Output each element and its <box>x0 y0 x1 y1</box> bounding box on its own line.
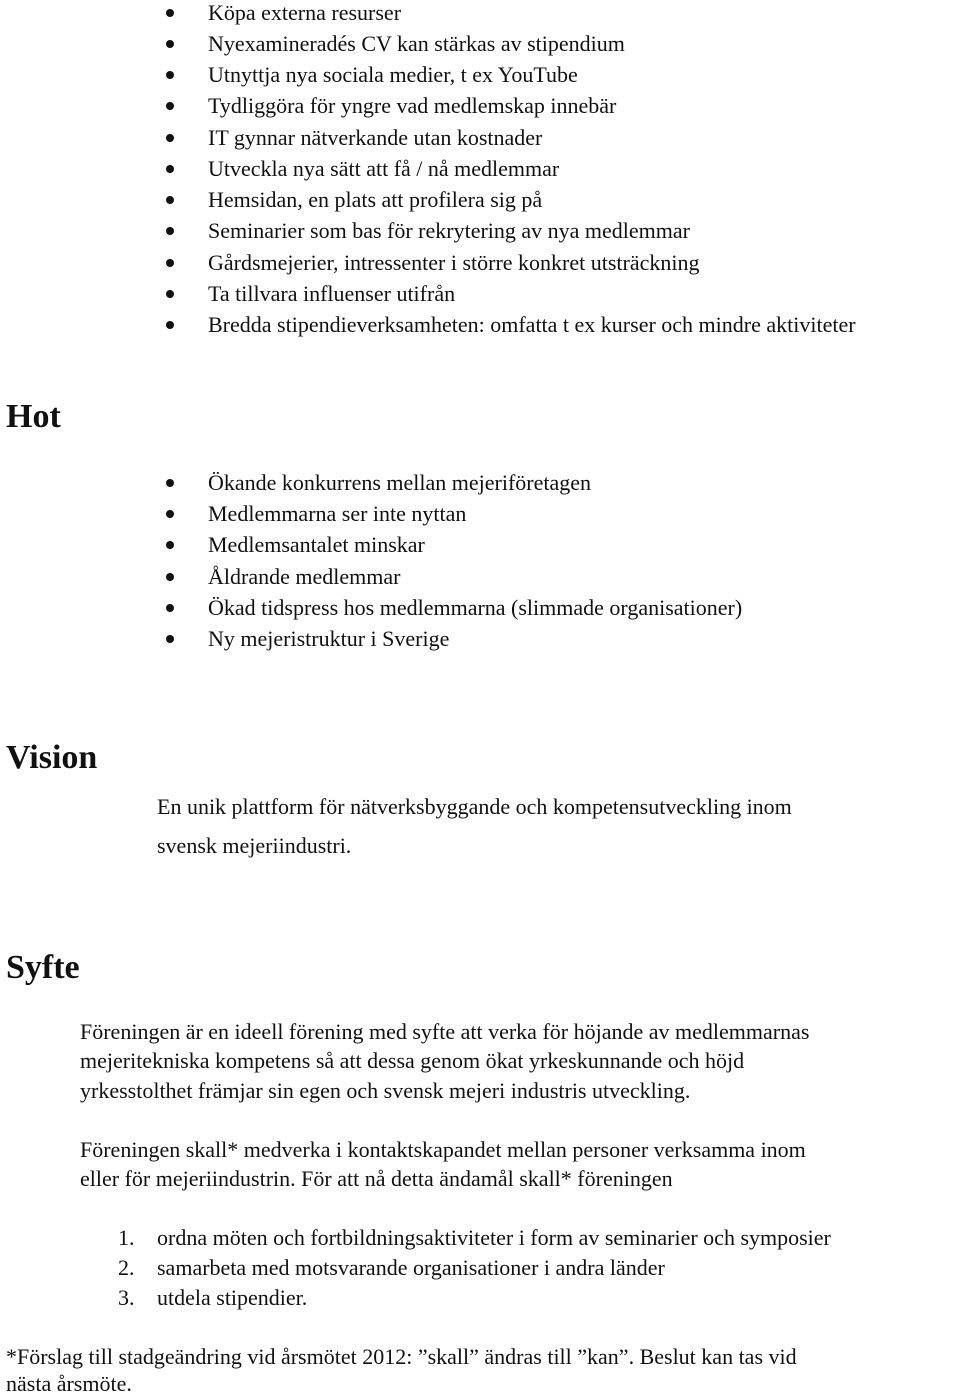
syfte-paragraph-line: eller för mejeriindustrin. För att nå detta ändamål skall* föreningen <box>80 1166 673 1191</box>
item-number: 1. <box>118 1225 135 1250</box>
bullet-icon <box>166 604 174 612</box>
syfte-paragraph-line: mejeritekniska kompetens så att dessa genom ökat yrkeskunnande och höjd <box>80 1048 745 1073</box>
list-item: Tydliggöra för yngre vad medlemskap innebär <box>208 93 617 118</box>
bullet-icon <box>166 321 174 329</box>
footnote-line: nästa årsmöte. <box>6 1371 132 1396</box>
item-number: 3. <box>118 1285 135 1310</box>
item-text: samarbeta med motsvarande organisationer i andra länder <box>157 1255 665 1280</box>
syfte-paragraph-line: yrkesstolthet främjar sin egen och svensk mejeri industris utveckling. <box>80 1078 691 1103</box>
list-item: IT gynnar nätverkande utan kostnader <box>208 125 543 150</box>
vision-text-line: svensk mejeriindustri. <box>157 833 352 858</box>
item-number: 2. <box>118 1255 135 1280</box>
list-item: Ökad tidspress hos medlemmarna (slimmade organisationer) <box>208 595 743 620</box>
list-item: Utnyttja nya sociala medier, t ex YouTube <box>208 62 578 87</box>
syfte-paragraph-line: Föreningen skall* medverka i kontaktskapandet mellan personer verksamma inom <box>80 1137 806 1162</box>
list-item: Utveckla nya sätt att få / nå medlemmar <box>208 156 560 181</box>
bullet-icon <box>166 290 174 298</box>
syfte-paragraph-line: Föreningen är en ideell förening med syfte att verka för höjande av medlemmarnas <box>80 1019 810 1044</box>
bullet-icon <box>166 510 174 518</box>
bullet-icon <box>166 573 174 581</box>
bullet-icon <box>166 541 174 549</box>
list-item: Köpa externa resurser <box>208 0 402 25</box>
list-item: Bredda stipendieverksamheten: omfatta t ex kurser och mindre aktiviteter <box>208 312 856 337</box>
section-heading-vision: Vision <box>6 739 98 776</box>
list-item: Seminarier som bas för rekrytering av nya medlemmar <box>208 218 691 243</box>
list-item: Ta tillvara influenser utifrån <box>208 281 456 306</box>
item-text: ordna möten och fortbildningsaktiviteter i form av seminarier och symposier <box>157 1225 831 1250</box>
bullet-icon <box>166 635 174 643</box>
list-item: Ny mejeristruktur i Sverige <box>208 626 450 651</box>
list-item: Ökande konkurrens mellan mejeriföretagen <box>208 470 592 495</box>
bullet-icon <box>166 227 174 235</box>
list-item: Åldrande medlemmar <box>208 564 401 589</box>
list-item: Medlemsantalet minskar <box>208 532 425 557</box>
item-text: utdela stipendier. <box>157 1285 308 1310</box>
section-heading-hot: Hot <box>6 398 61 435</box>
bullet-icon <box>166 102 174 110</box>
footnote-line: *Förslag till stadgeändring vid årsmötet 2012: ”skall” ändras till ”kan”. Beslut kan tas vid <box>6 1344 797 1369</box>
list-item: Nyexamineradés CV kan stärkas av stipendium <box>208 31 625 56</box>
vision-text-line: En unik plattform för nätverksbyggande och kompetensutveckling inom <box>157 794 792 819</box>
list-item: Medlemmarna ser inte nyttan <box>208 501 467 526</box>
bullet-icon <box>166 479 174 487</box>
bullet-icon <box>166 259 174 267</box>
bullet-icon <box>166 165 174 173</box>
section-heading-syfte: Syfte <box>6 949 80 986</box>
bullet-icon <box>166 196 174 204</box>
bullet-icon <box>166 40 174 48</box>
bullet-icon <box>166 71 174 79</box>
bullet-icon <box>166 9 174 17</box>
list-item: Hemsidan, en plats att profilera sig på <box>208 187 543 212</box>
bullet-icon <box>166 134 174 142</box>
list-item: Gårdsmejerier, intressenter i större konkret utsträckning <box>208 250 700 275</box>
